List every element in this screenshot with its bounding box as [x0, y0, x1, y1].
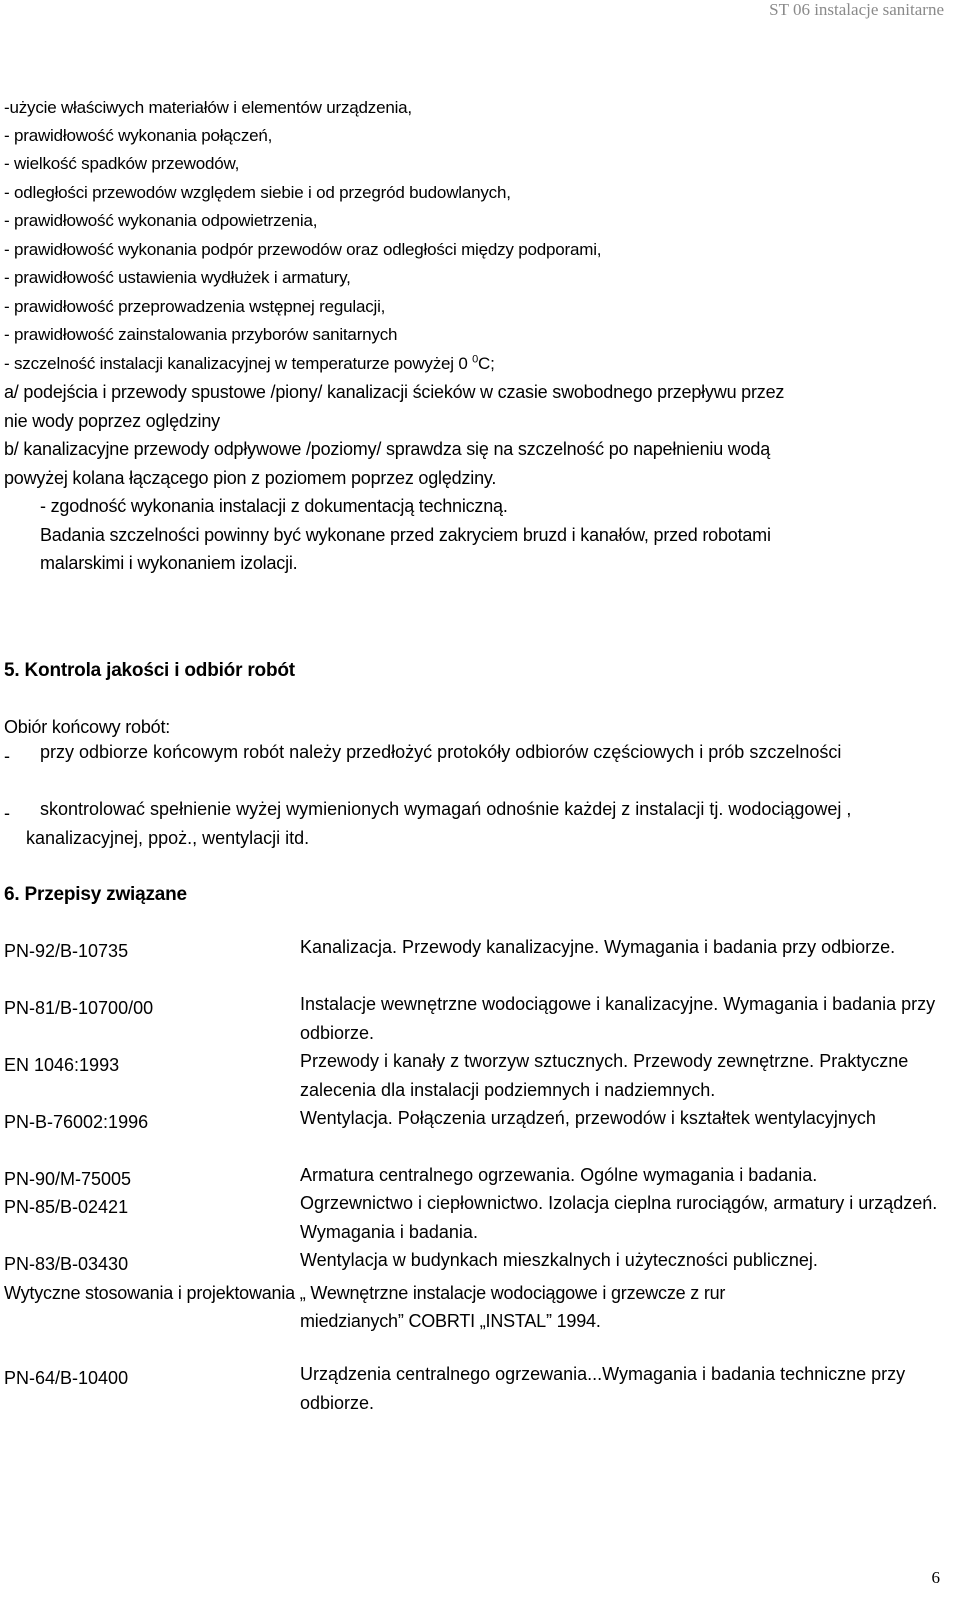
check-item: - prawidłowość przeprowadzenia wstępnej regulacji,: [4, 297, 386, 316]
para-b-line: b/ kanalizacyjne przewody odpływowe /poziomy/ sprawdza się na szczelność po napełnieniu wodą: [4, 439, 771, 459]
section-6-heading: 6. Przepisy związane: [4, 884, 187, 905]
check-item-temperature: [4, 353, 495, 375]
standard-code: PN-64/B-10400: [4, 1368, 129, 1388]
degree-sup: 0: [472, 353, 479, 366]
tests-note-line: Badania szczelności powinny być wykonane przed zakryciem bruzd i kanałów, przed robotami: [40, 525, 771, 545]
check-text: - szczelność instalacji kanalizacyjnej w temperaturze powyżej 0: [4, 354, 473, 373]
check-item: - prawidłowość ustawienia wydłużek i armatury,: [4, 268, 351, 287]
tests-note-line: malarskimi i wykonaniem izolacji.: [40, 553, 298, 573]
section-5-heading: 5. Kontrola jakości i odbiór robót: [4, 660, 295, 681]
para-a-line: a/ podejścia i przewody spustowe /piony/ kanalizacji ścieków w czasie swobodnego przepływu przez: [4, 382, 785, 402]
guidelines-line: Wytyczne stosowania i projektowania „ Wewnętrzne instalacje wodociągowe i grzewcze z rur: [4, 1283, 726, 1303]
degree-unit: C;: [478, 354, 495, 373]
section-5-intro: Obiór końcowy robót:: [4, 717, 171, 737]
para-a-line: nie wody poprzez oględziny: [4, 411, 220, 431]
para-b-line: powyżej kolana łączącego pion z poziomem poprzez oględziny.: [4, 468, 497, 488]
standard-desc: Kanalizacja. Przewody kanalizacyjne. Wymagania i badania przy odbiorze.: [300, 937, 896, 957]
list-dash: -: [4, 803, 10, 823]
standard-code: PN-81/B-10700/00: [4, 998, 154, 1018]
standard-code: PN-83/B-03430: [4, 1254, 129, 1274]
standard-desc: Wentylacja. Połączenia urządzeń, przewodów i kształtek wentylacyjnych: [300, 1108, 876, 1128]
check-item: - prawidłowość wykonania podpór przewodów oraz odległości między podporami,: [4, 240, 602, 259]
running-header: ST 06 instalacje sanitarne: [769, 0, 944, 19]
standard-desc: Przewody i kanały z tworzyw sztucznych. Przewody zewnętrzne. Praktyczne zalecenia dla instalacji podziemnych i nadziemnych.: [300, 1051, 909, 1100]
section-5-item: skontrolować spełnienie wyżej wymienionych wymagań odnośnie każdej z instalacji tj. wodociągowej , kanalizacyjnej, ppoż., wentylacji itd.: [26, 799, 852, 848]
standard-desc: Wentylacja w budynkach mieszkalnych i użyteczności publicznej.: [300, 1250, 818, 1270]
conformity-line: - zgodność wykonania instalacji z dokumentacją techniczną.: [40, 496, 508, 516]
standard-code: PN-85/B-02421: [4, 1197, 129, 1217]
page-number: 6: [931, 1568, 940, 1587]
check-item: -użycie właściwych materiałów i elementów urządzenia,: [4, 98, 412, 117]
standard-desc: Instalacje wewnętrzne wodociągowe i kanalizacyjne. Wymagania i badania przy odbiorze.: [300, 994, 936, 1043]
standard-desc: Ogrzewnictwo i ciepłownictwo. Izolacja cieplna rurociągów, armatury i urządzeń. Wymagania i badania.: [300, 1193, 938, 1242]
standard-code: PN-90/M-75005: [4, 1169, 132, 1189]
check-item: - prawidłowość wykonania połączeń,: [4, 126, 273, 145]
list-dash: -: [4, 746, 10, 766]
standard-code: PN-B-76002:1996: [4, 1112, 149, 1132]
check-item: - odległości przewodów względem siebie i od przegród budowlanych,: [4, 183, 511, 202]
standard-code: PN-92/B-10735: [4, 941, 129, 961]
guidelines-line: miedzianych” COBRTI „INSTAL” 1994.: [300, 1311, 601, 1331]
standard-desc: Armatura centralnego ogrzewania. Ogólne wymagania i badania.: [300, 1165, 818, 1185]
check-item: - wielkość spadków przewodów,: [4, 154, 240, 173]
check-item: - prawidłowość wykonania odpowietrzenia,: [4, 211, 318, 230]
section-5-item: przy odbiorze końcowym robót należy przedłożyć protokóły odbiorów częściowych i prób szczelności: [40, 742, 842, 762]
standard-desc: Urządzenia centralnego ogrzewania...Wymagania i badania techniczne przy odbiorze.: [300, 1364, 906, 1413]
standard-code: EN 1046:1993: [4, 1055, 120, 1075]
check-item: - prawidłowość zainstalowania przyborów sanitarnych: [4, 325, 398, 344]
